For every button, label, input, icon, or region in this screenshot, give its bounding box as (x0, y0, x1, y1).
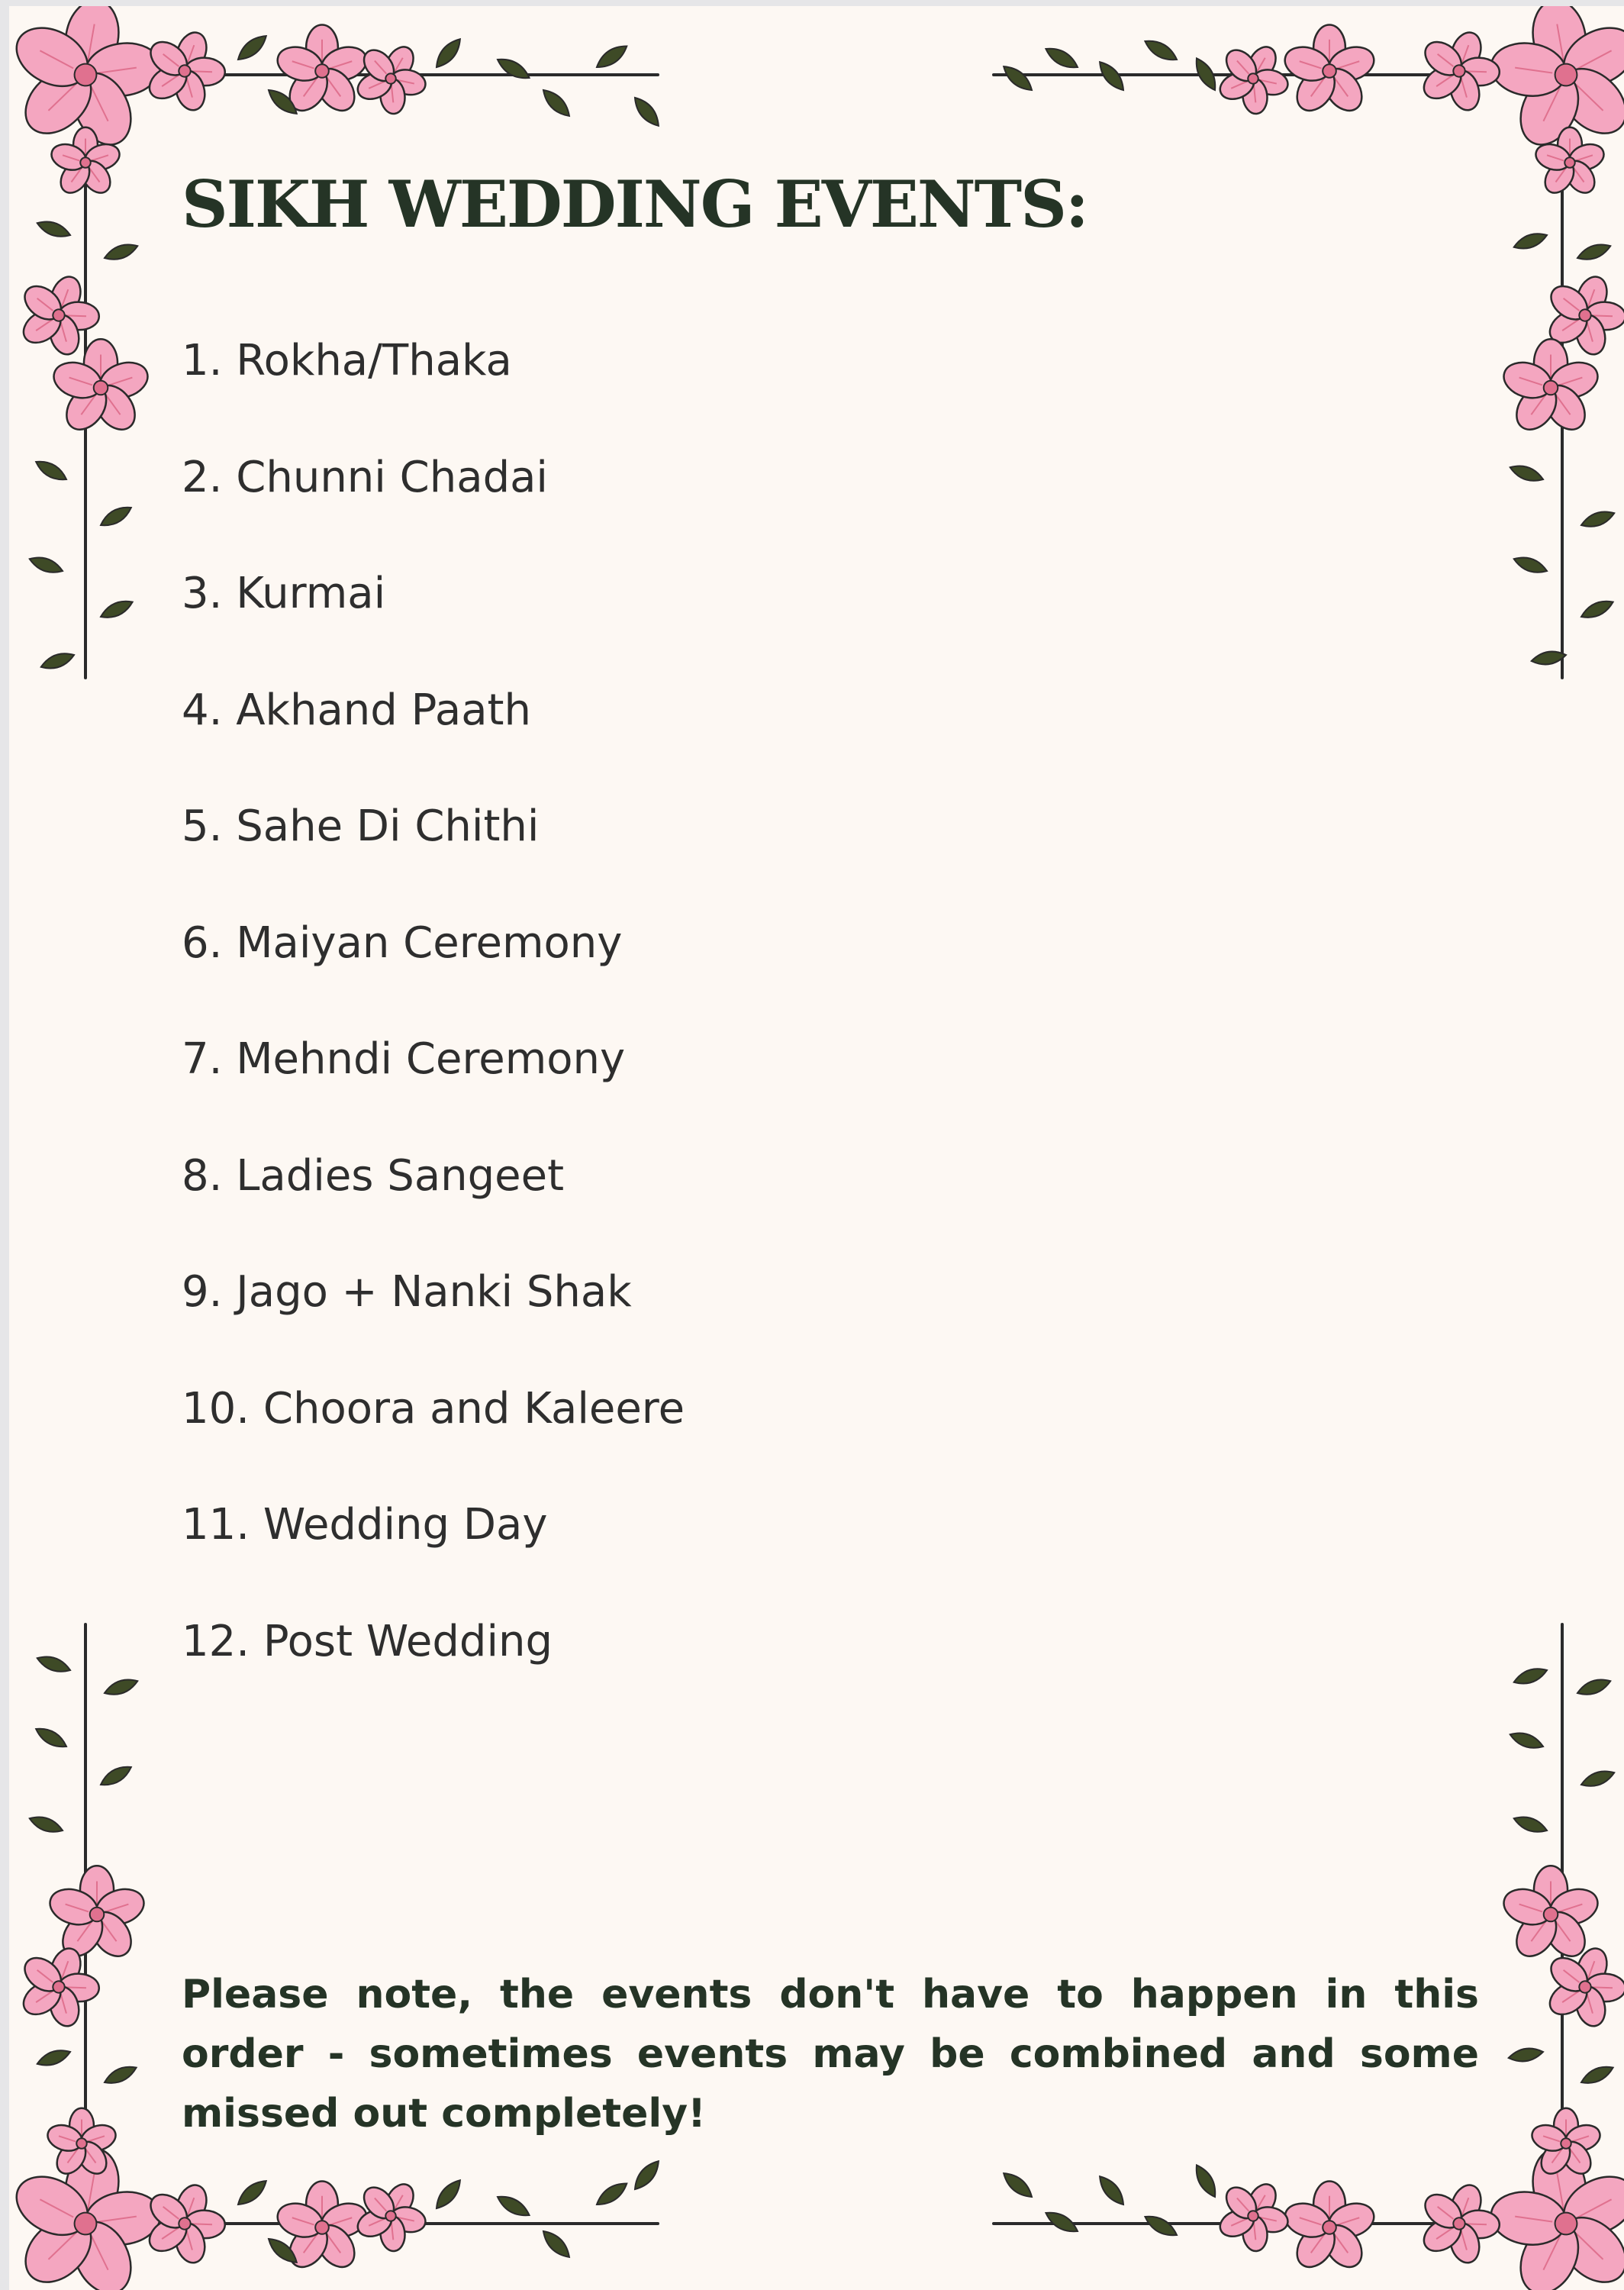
leaf-icon (539, 2227, 574, 2262)
pink-flower-icon (1281, 25, 1378, 118)
event-item: 8. Ladies Sangeet (182, 1150, 565, 1201)
event-item: 2. Chunni Chadai (182, 452, 548, 502)
leaf-icon (1512, 1664, 1549, 1688)
leaf-icon (1512, 1813, 1549, 1837)
leaf-icon (35, 218, 72, 241)
pink-flower-icon (1474, 6, 1624, 164)
pink-flower-icon (1500, 339, 1603, 437)
leaf-icon (630, 2157, 664, 2194)
event-item: 7. Mehndi Ceremony (182, 1034, 626, 1084)
pink-flower-icon (1281, 2182, 1378, 2275)
leaf-icon (98, 1762, 134, 1790)
leaf-icon (98, 502, 134, 531)
event-item: 10. Choora and Kaleere (182, 1383, 685, 1434)
event-item: 12. Post Wedding (182, 1616, 553, 1666)
event-item: 1. Rokha/Thaka (182, 336, 512, 385)
leaf-icon (495, 54, 533, 84)
leaf-icon (539, 85, 574, 121)
event-item: 6. Maiyan Ceremony (182, 918, 623, 968)
leaf-icon (1575, 1676, 1613, 1699)
leaf-icon (1508, 462, 1545, 485)
note-text: Please note, the events don't have to happen in this order - sometimes events may be combined and some missed out completely! (182, 1972, 1479, 2137)
leaf-icon (593, 2179, 630, 2210)
event-item: 11. Wedding Day (182, 1500, 548, 1550)
leaf-icon (1575, 240, 1613, 264)
leaf-icon (33, 1724, 69, 1752)
leaf-icon (1507, 2046, 1544, 2064)
leaf-icon (102, 1676, 140, 1699)
event-item: 4. Akhand Paath (182, 685, 531, 735)
leaf-icon (1512, 553, 1549, 577)
leaf-icon (1579, 1767, 1616, 1791)
leaf-icon (1000, 2169, 1036, 2202)
pink-flower-icon (1203, 30, 1303, 128)
leaf-icon (1142, 2211, 1180, 2241)
page-title: SIKH WEDDING EVENTS: (182, 166, 1088, 242)
leaf-icon (1042, 44, 1081, 73)
event-item: 5. Sahe Di Chithi (182, 802, 540, 851)
pink-flower-icon (9, 1934, 113, 2040)
leaf-icon (234, 2176, 271, 2210)
leaf-icon (1579, 508, 1616, 531)
leaf-icon (1000, 62, 1036, 95)
leaf-icon (593, 41, 630, 73)
leaf-icon (432, 2176, 466, 2213)
event-item: 9. Jago + Nanki Shak (182, 1267, 632, 1317)
leaf-icon (102, 240, 140, 264)
leaf-icon (1512, 229, 1549, 253)
leaf-icon (630, 94, 664, 131)
leaf-icon (35, 2046, 72, 2069)
leaf-icon (1579, 596, 1616, 622)
leaf-icon (432, 35, 466, 72)
leaf-icon (39, 649, 76, 672)
events-list (182, 334, 685, 1731)
leaf-icon (495, 2192, 533, 2221)
leaf-icon (1095, 2172, 1129, 2209)
pink-flower-icon (1405, 18, 1513, 124)
leaf-icon (1508, 1729, 1545, 1753)
leaf-icon (27, 553, 65, 577)
leaf-icon (234, 31, 271, 65)
leaf-icon (1579, 2062, 1616, 2088)
leaf-icon (1142, 36, 1180, 66)
event-item: 3. Kurmai (182, 569, 386, 618)
leaf-icon (35, 1653, 72, 1676)
leaf-icon (1191, 2162, 1221, 2200)
leaf-icon (27, 1813, 65, 1837)
leaf-icon (33, 456, 69, 485)
leaf-icon (102, 2062, 139, 2088)
pink-flower-icon (1500, 1866, 1603, 1963)
pink-flower-icon (340, 30, 440, 128)
pink-flower-icon (46, 1866, 149, 1963)
document-page (9, 6, 1624, 2290)
leaf-icon (98, 596, 135, 622)
